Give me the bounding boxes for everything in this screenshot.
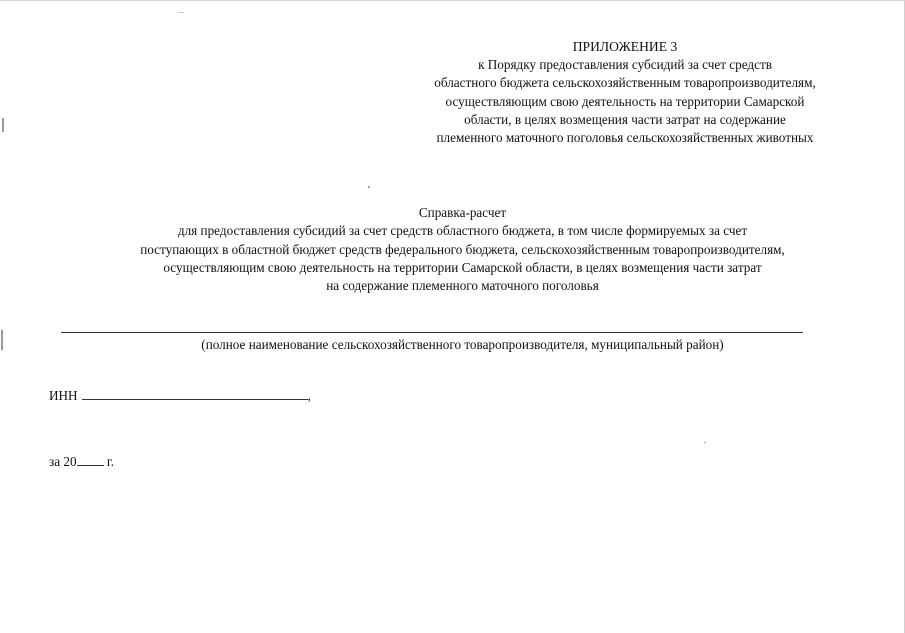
document-subtitle-line: осуществляющим свою деятельность на территории Самарской области, в целях возмещения части затрат	[163, 259, 762, 275]
producer-name-field[interactable]	[61, 332, 803, 333]
producer-name-caption: (полное наименование сельскохозяйственного товаропроизводителя, муниципальный район)	[201, 337, 724, 352]
appendix-line: осуществляющим свою деятельность на территории Самарской	[445, 93, 805, 109]
document-subtitle-line: на содержание племенного маточного поголовья	[326, 278, 599, 294]
period-prefix: за 20	[49, 454, 77, 469]
scan-mark-dot-top	[178, 12, 184, 13]
appendix-block	[400, 38, 850, 147]
appendix-line: к Порядку предоставления субсидий за счет средств	[478, 57, 772, 73]
scan-mark-left-upper	[2, 118, 4, 132]
appendix-line: племенного маточного поголовья сельскохозяйственных животных	[436, 130, 814, 146]
period-suffix: г.	[103, 454, 115, 469]
inn-field[interactable]	[82, 386, 308, 400]
document-title-block	[60, 204, 865, 295]
document-title: Справка-расчет	[418, 205, 507, 220]
inn-label: ИНН	[49, 388, 78, 403]
inn-row	[49, 386, 311, 405]
scan-edge-top	[0, 0, 905, 1]
appendix-line: областного бюджета сельскохозяйственным товаропроизводителям,	[434, 75, 816, 91]
appendix-heading: ПРИЛОЖЕНИЕ 3	[572, 39, 678, 54]
scan-mark-dot-middle	[368, 186, 370, 188]
document-subtitle-line: поступающих в областной бюджет средств федерального бюджета, сельскохозяйственным товаропроизводителям,	[140, 241, 785, 257]
year-field[interactable]	[77, 452, 104, 466]
inn-suffix: ,	[307, 388, 311, 403]
period-row	[49, 452, 114, 471]
scan-mark-dot-right	[704, 442, 706, 443]
appendix-line: области, в целях возмещения части затрат на содержание	[464, 111, 786, 127]
document-subtitle-line: для предоставления субсидий за счет средств областного бюджета, в том числе формируемых за счет	[177, 223, 748, 239]
scan-mark-left-lower	[1, 330, 3, 350]
